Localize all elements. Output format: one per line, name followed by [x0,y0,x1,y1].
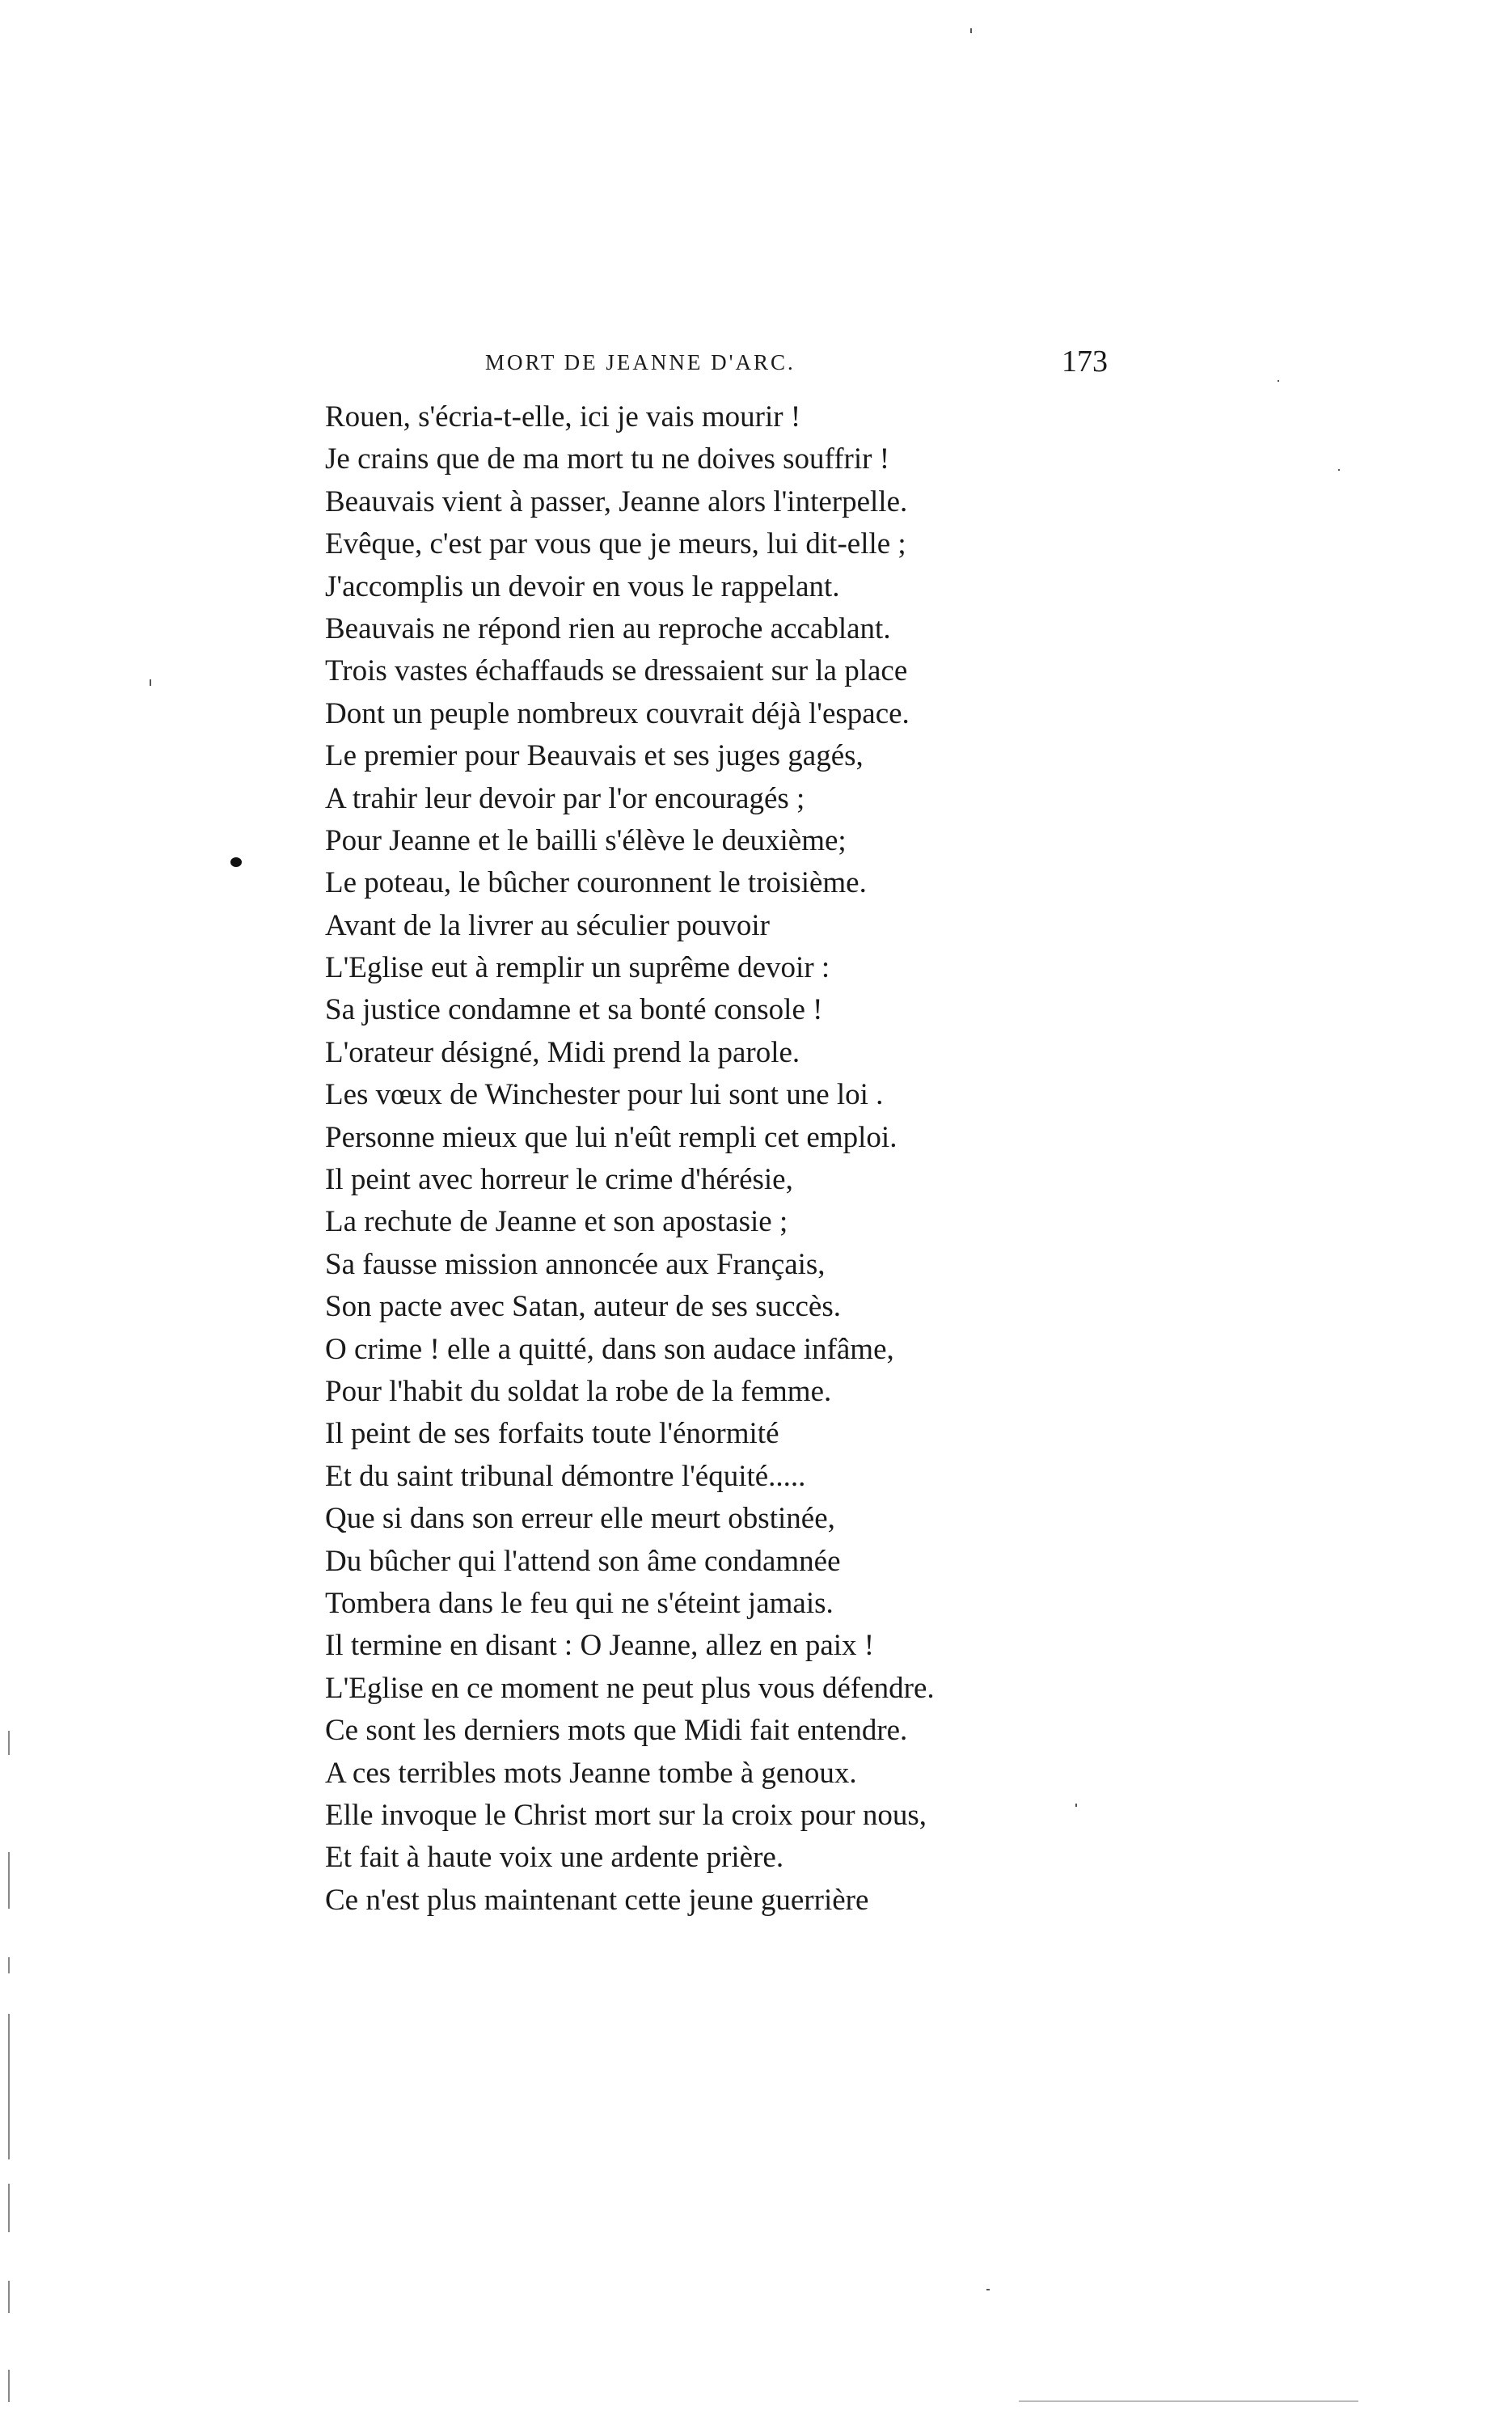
page-number: 173 [1062,345,1108,379]
verse-line: Que si dans son erreur elle meurt obstinée, [325,1502,835,1536]
scan-speck [1338,469,1340,471]
verse-line: La rechute de Jeanne et son apostasie ; [325,1205,788,1239]
verse-line: Sa justice condamne et sa bonté console ! [325,993,823,1027]
verse-line: Trois vastes échaffauds se dressaient sur la place [325,654,908,688]
verse-line: Rouen, s'écria-t-elle, ici je vais mourir ! [325,400,801,434]
margin-mark [8,2014,10,2159]
margin-mark [8,2370,10,2402]
verse-line: Elle invoque le Christ mort sur la croix pour nous, [325,1798,927,1832]
scan-speck [1075,1804,1077,1807]
verse-line: Le poteau, le bûcher couronnent le troisième. [325,866,867,900]
verse-line: L'orateur désigné, Midi prend la parole. [325,1035,800,1069]
running-title: MORT DE JEANNE D'ARC. [485,350,796,374]
verse-line: Tombera dans le feu qui ne s'éteint jamais. [325,1586,834,1620]
verse-line: L'Eglise eut à remplir un suprême devoir : [325,951,830,985]
verse-line: Il peint avec horreur le crime d'hérésie, [325,1163,793,1197]
verse-line: Pour Jeanne et le bailli s'élève le deuxième; [325,823,847,857]
margin-mark [8,2184,10,2232]
verse-line: Et fait à haute voix une ardente prière. [325,1841,784,1875]
scan-speck [150,679,151,686]
verse-line: Ce sont les derniers mots que Midi fait entendre. [325,1714,908,1748]
verse-line: L'Eglise en ce moment ne peut plus vous défendre. [325,1671,935,1705]
verse-line: Beauvais ne répond rien au reproche accablant. [325,611,891,645]
scan-speck [986,2289,990,2290]
margin-mark [8,1852,10,1909]
verse-line: A ces terribles mots Jeanne tombe à genoux. [325,1756,857,1790]
verse-line: Le premier pour Beauvais et ses juges gagés, [325,739,864,773]
verse-line: A trahir leur devoir par l'or encouragés ; [325,781,805,815]
ink-blot [230,857,242,867]
margin-mark [8,2281,10,2313]
verse-line: Evêque, c'est par vous que je meurs, lui dit-elle ; [325,527,906,561]
verse-line: Du bûcher qui l'attend son âme condamnée [325,1544,841,1578]
verse-line: Il termine en disant : O Jeanne, allez en paix ! [325,1629,875,1663]
scan-speck [970,28,972,33]
margin-mark [8,1731,10,1755]
scan-speck [1278,380,1279,382]
verse-line: Pour l'habit du soldat la robe de la femme. [325,1374,832,1408]
verse-line: Je crains que de ma mort tu ne doives souffrir ! [325,442,890,476]
verse-line: Les vœux de Winchester pour lui sont une loi . [325,1078,884,1112]
verse-line: O crime ! elle a quitté, dans son audace infâme, [325,1332,894,1366]
verse-line: Sa fausse mission annoncée aux Français, [325,1247,826,1281]
verse-line: Beauvais vient à passer, Jeanne alors l'interpelle. [325,484,908,518]
verse-line: Et du saint tribunal démontre l'équité..... [325,1459,806,1493]
verse-line: Personne mieux que lui n'eût rempli cet emploi. [325,1120,897,1154]
running-head [485,344,1132,392]
verse-line: Il peint de ses forfaits toute l'énormité [325,1417,779,1451]
bottom-edge-marks [1019,2400,1358,2402]
margin-mark [8,1957,10,1973]
verse-block [325,396,1134,1922]
verse-line: Ce n'est plus maintenant cette jeune guerrière [325,1883,869,1917]
verse-line: Son pacte avec Satan, auteur de ses succès. [325,1290,841,1324]
verse-line: Dont un peuple nombreux couvrait déjà l'espace. [325,696,910,730]
verse-line: Avant de la livrer au séculier pouvoir [325,908,770,942]
verse-line: J'accomplis un devoir en vous le rappelant. [325,569,840,603]
